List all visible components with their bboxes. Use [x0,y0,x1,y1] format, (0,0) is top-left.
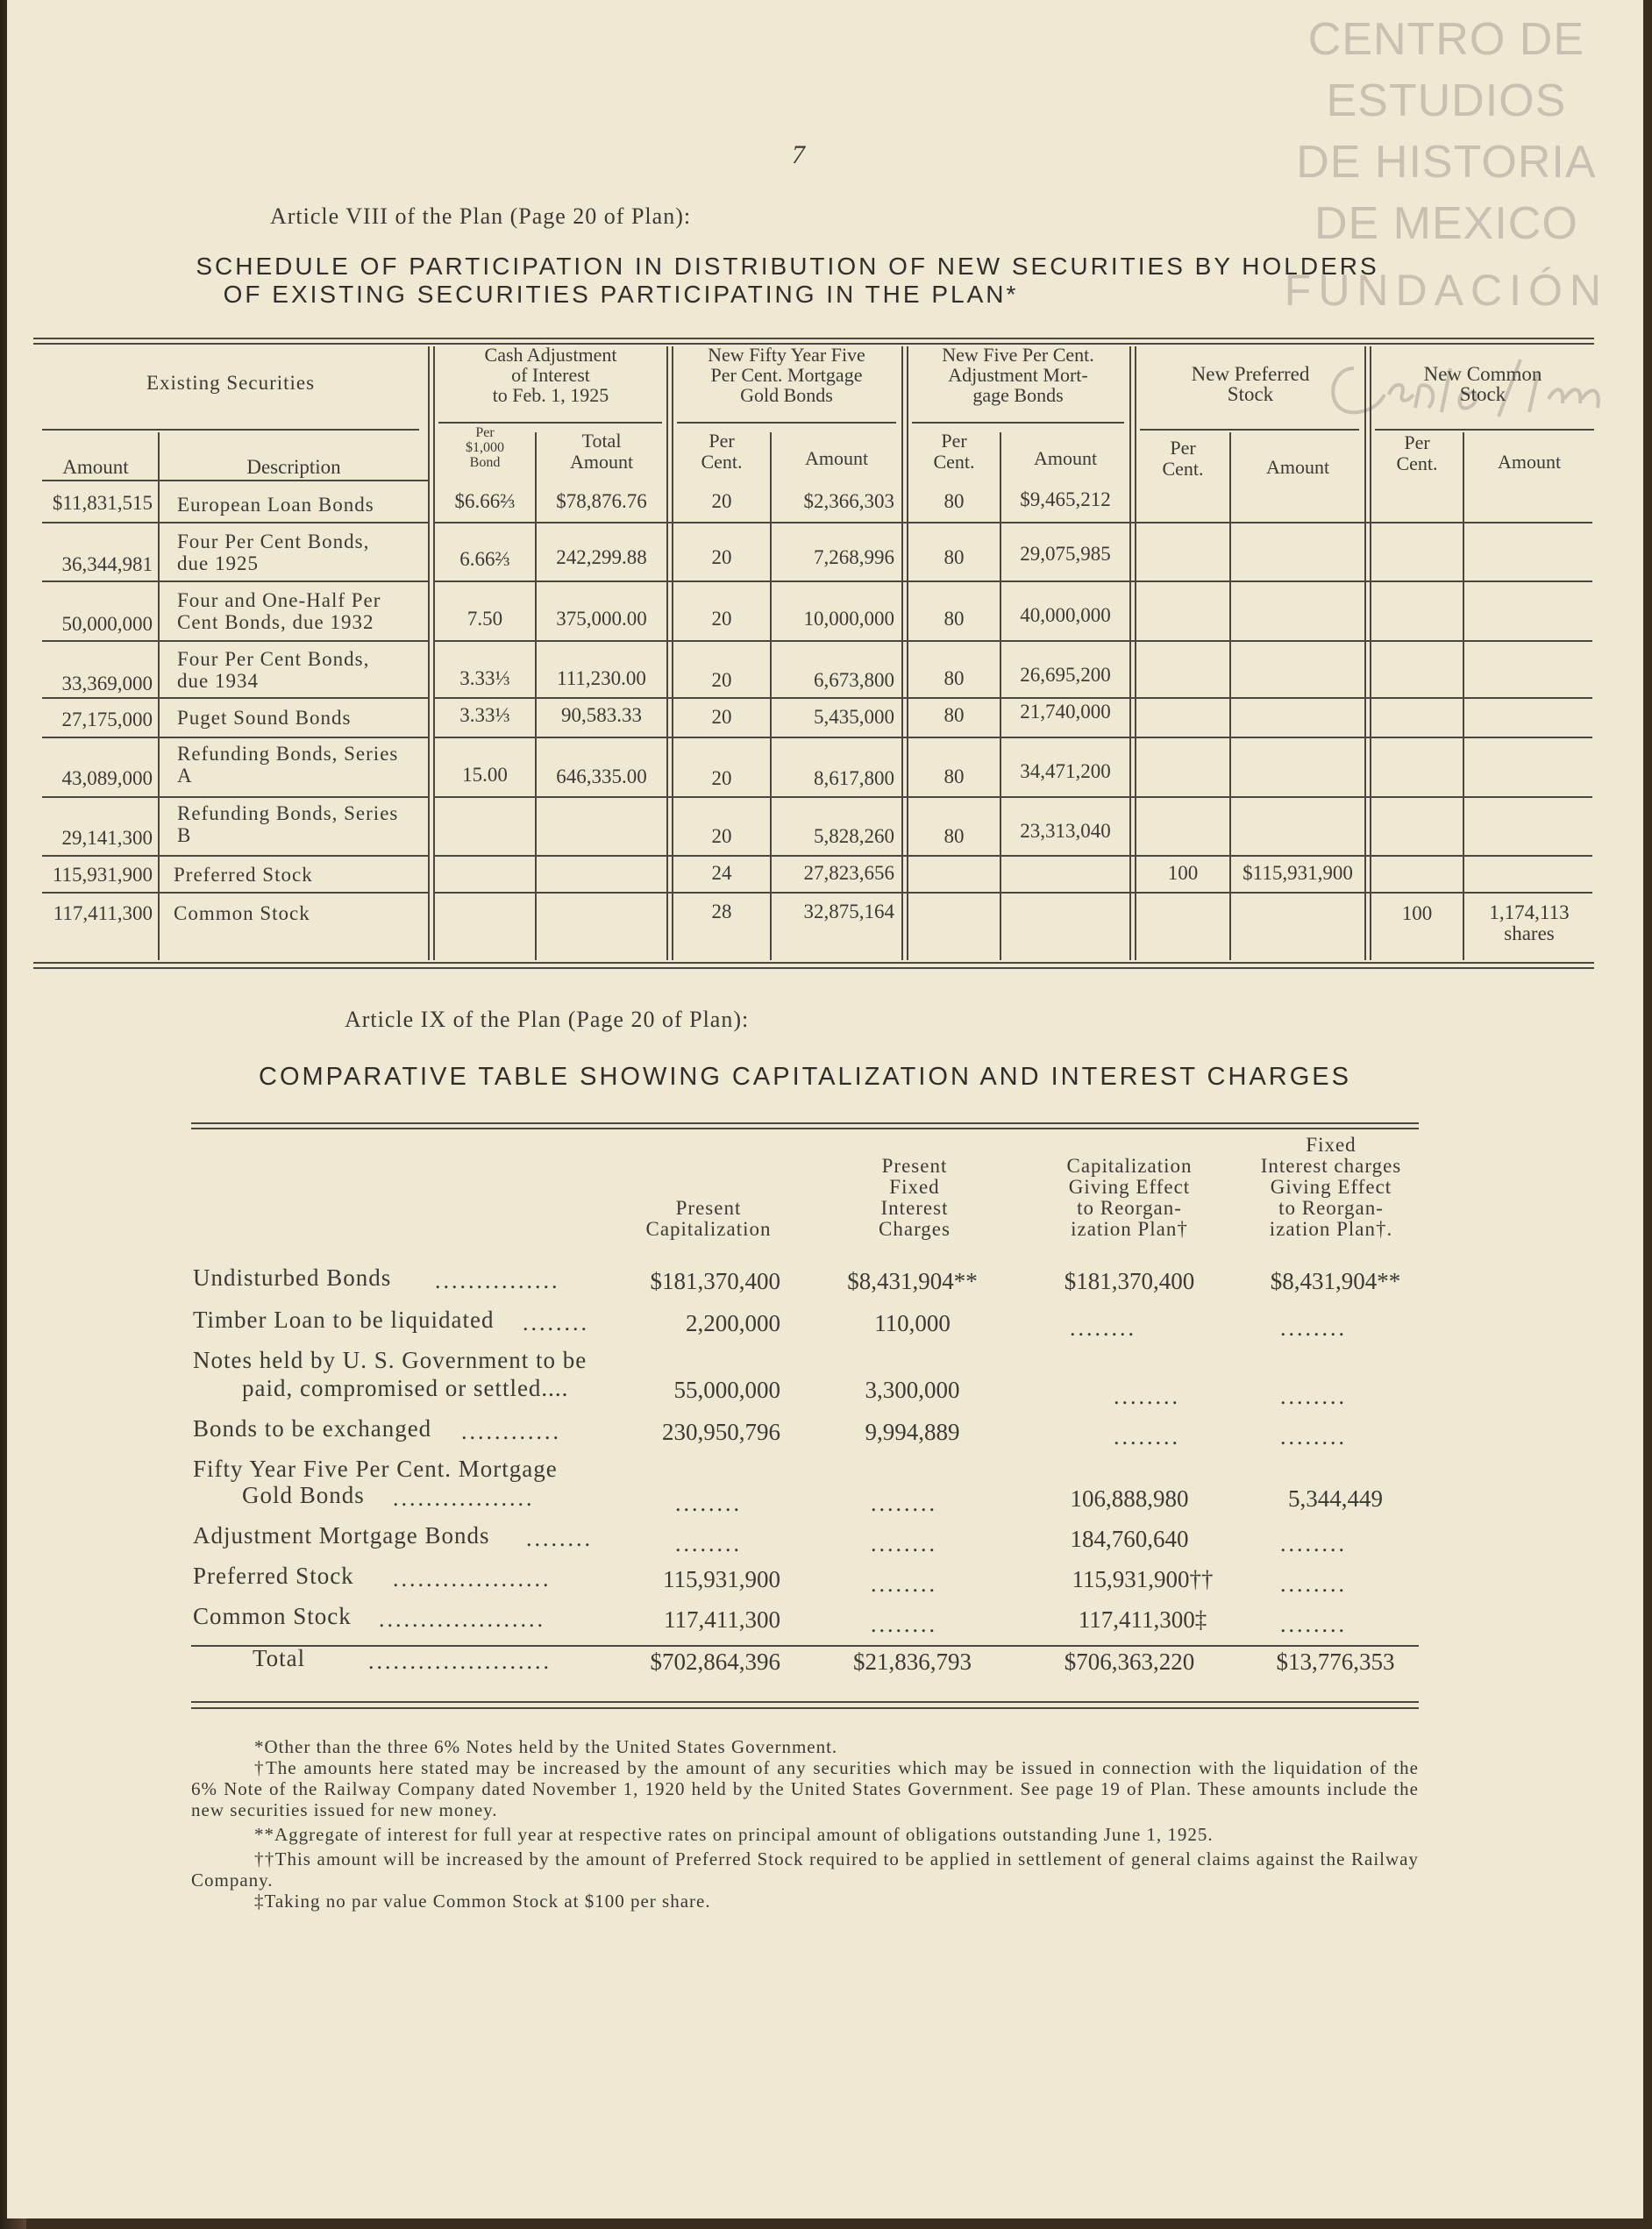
article-viii-caption: Article VIII of the Plan (Page 20 of Plan): [270,203,692,229]
col-total-amount: Total Amount [569,430,634,473]
col-adj-percent: Per Cent. [933,430,975,473]
new-preferred-header: New Preferred Stock [1191,363,1310,405]
adjustment-mortgage-header: New Five Per Cent. Adjustment Mort- gage Bonds [942,344,1094,406]
document-page: CENTRO DE ESTUDIOS DE HISTORIA DE MEXICO FUNDACIÓN 7 Article VIII of the Plan (Page 20 of Plan): SCHEDULE OF PARTICIPATION IN DISTRIBUTION OF NEW SECURITIES BY HOLDERS OF EXISTING SECURITIES PARTICIPATING IN THE PLAN* Existing Securities Cash Adjustment of Interest to Feb. 1, 1925 New Fifty Year Five Per Cent. Mortgage Gold Bonds New Five Per Cent. Adjustment Mort- gage Bonds New Preferred Stock New Common Stock Amount Description Per $1,000 Bond Total Amount Per Cent. Amount Per Cent. Amount Per Cent. Amount Per Cent. Amount $11,831,515 European Loan Bonds $6.66⅔ $78,876.76 20 $2,366,303 80 $9,465,212 36,344,981 Four Per Cent Bonds, due 1925 6.66⅔ 242,299.88 20 7,268,996 80 29,075,985 50,000,000 Four and One-Half Per Cent Bonds, due 1932 7.50 375,000.00 20 10,000,000 80 40,000,000 33,369,000 Four Per Cent Bonds, due 1934 3.33⅓ 111,230.00 20 6,673,800 80 26,695,200 27,175,000 Puget Sound Bonds 3.33⅓ 90,583.33 20 5,435,000 80 21,740,000 43,089,000 Refunding Bonds, Series A 15.00 646,335.00 20 8,617,800 80 34,471,200 29,141,300 Refunding Bonds, Series B 20 5,828,260 80 23,313,040 115,931,900 Preferred Stock 24 27,823,656 100 $115,931,900 117,411,300 Common Stock 28 32,875,164 100 1,174,113 shares Article IX of the Plan (Page 20 of Plan): COMPARATIVE TABLE SHOWING CAPITALIZATION AND INTEREST CHARGES Present Capitalization Present Fixed Interest Charges Capitalization Giving Effect to Reorgan- ization Plan† Fixed Interest charges Giving Effect to Reorgan- ization Plan†. Undisturbed Bonds ............... $181,370,400 $8,431,904** $181,370,400 $8,431,904** Timber Loan to be liquidated ........ 2,200,000 110,000 ........ ........ Notes held by U. S. Government to be paid, compromised or settled.... 55,000,000 3,300,000 ........ ........ Bonds to be exchanged ............ 230,950,796 9,994,889 ........ ........ Fifty Year Five Per Cent. Mortgage Gold Bonds ................. ........ ........ 106,888,980 5,344,449 Adjustment Mortgage Bonds ........ ........ ........ 184,760,640 ........ Preferred Stock ................... 115,931,900 ........ 115,931,900†† ........ Common Stock .................... 117,411,300 ........ 117,411,300‡ ........ Total ...................... $702,864,396 $21,836,793 $706,363,220 $13,776,353 *Other than the three 6% Notes held by the United States Government. †The amounts here stated may be increased by the amount of any securities which may be issued in connection with the liquidation of the 6% Note of the Railway Company dated November 1, 1920 held by the United States Government. See page 19 of Plan. These amounts include the new securities issued for new money. **Aggregate of interest for full year at respective rates on principal amount of obligations outstanding June 1, 1925. ††This amount will be increased by the amount of Preferred Stock required to be applied in settlement of general claims against the Railway Company. ‡Taking no par value Common Stock at $100 per share. [7,0,1643,2218]
existing-securities-header: Existing Securities [146,372,316,394]
col-present-capitalization: Present Capitalization [645,1197,772,1240]
fifty-year-bonds-header: New Fifty Year Five Per Cent. Mortgage Gold Bonds [708,344,865,406]
col-capitalization-reorganization: Capitalization Giving Effect to Reorgan- ization Plan† [1066,1155,1193,1240]
page-number: 7 [792,140,805,169]
col-fixed-interest-reorganization: Fixed Interest charges Giving Effect to Reorgan- ization Plan†. [1260,1134,1402,1240]
schedule-title-line2: OF EXISTING SECURITIES PARTICIPATING IN THE PLAN* [223,281,1019,308]
col-common-percent: Per Cent. [1396,431,1438,474]
col-description: Description [246,456,341,478]
cash-adjustment-header: Cash Adjustment of Interest to Feb. 1, 1925 [484,344,617,406]
watermark: CENTRO DE ESTUDIOS DE HISTORIA DE MEXICO FUNDACIÓN [1284,14,1608,315]
col-present-fixed-interest: Present Fixed Interest Charges [879,1155,951,1240]
new-common-header: New Common Stock [1423,363,1542,405]
schedule-title-line1: SCHEDULE OF PARTICIPATION IN DISTRIBUTION OF NEW SECURITIES BY HOLDERS [196,253,1379,280]
col-adj-amount: Amount [1033,447,1098,469]
col-fifty-percent: Per Cent. [701,430,743,473]
col-per-1000: Per $1,000 Bond [466,425,504,470]
col-pref-percent: Per Cent. [1162,437,1204,480]
footnotes: *Other than the three 6% Notes held by the United States Government. †The amounts here stated may be increased by the amount of any securities which may be issued in connection with the liquidation of the 6% Note of the Railway Company dated November 1, 1920 held by the United States Government. See page 19 of Plan. These amounts include the new securities issued for new money. **Aggregate of interest for full year at respective rates on principal amount of obligations outstanding June 1, 1925. ††This amount will be increased by the amount of Preferred Stock required to be applied in settlement of general claims against the Railway Company. ‡Taking no par value Common Stock at $100 per share. [191,1736,1419,1912]
col-amount: Amount [62,456,129,478]
comparative-table-title: COMPARATIVE TABLE SHOWING CAPITALIZATION AND INTEREST CHARGES [259,1063,1351,1091]
schedule-of-participation-table: Existing Securities Cash Adjustment of Interest to Feb. 1, 1925 New Fifty Year Five Per Cent. Mortgage Gold Bonds New Five Per Cent. Adjustment Mort- gage Bonds New Preferred Stock New Common Stock Amount Description Per $1,000 Bond Total Amount Per Cent. Amount Per Cent. Amount Per Cent. Amount Per Cent. Amount $11,831,515 European Loan Bonds $6.66⅔ $78,876.76 20 $2,366,303 80 $9,465,212 36,344,981 Four Per Cent Bonds, due 1925 6.66⅔ 242,299.88 20 7,268,996 80 29,075,985 50,000,000 Four and One-Half Per Cent Bonds, due 1932 7.50 375,000.00 20 10,000,000 80 40,000,000 33,369,000 Four Per Cent Bonds, due 1934 3.33⅓ 111,230.00 20 6,673,800 80 26,695,200 27,175,000 Puget Sound Bonds 3.33⅓ 90,583.33 20 5,435,000 80 21,740,000 43,089,000 Refunding Bonds, Series A 15.00 646,335.00 20 8,617,800 80 34,471,200 29,141,300 Refunding Bonds, Series B 20 5,828,260 80 23,313,040 115,931,900 Preferred Stock 24 27,823,656 100 $115,931,900 117,411,300 Common Stock 28 32,875,164 100 1,174,113 shares [33,338,1594,973]
article-ix-caption: Article IX of the Plan (Page 20 of Plan): [345,1007,750,1032]
col-fifty-amount: Amount [804,447,869,469]
col-common-amount: Amount [1497,451,1562,473]
col-pref-amount: Amount [1265,456,1330,478]
